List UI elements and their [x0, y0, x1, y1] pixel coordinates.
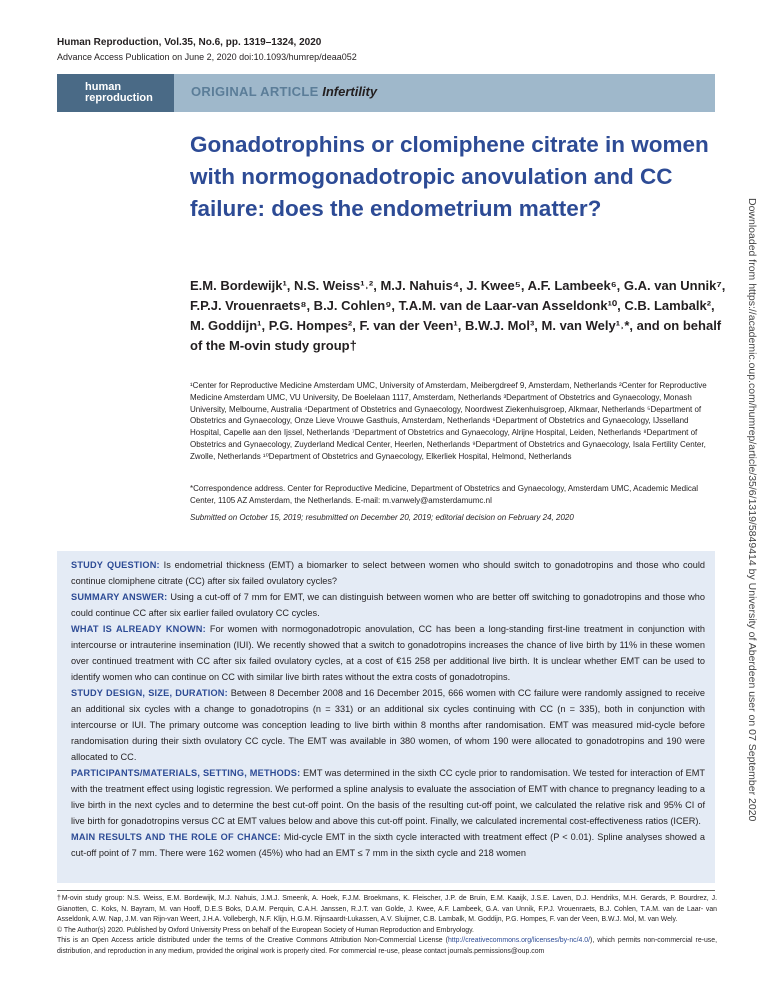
abstract-text: Using a cut-off of 7 mm for EMT, we can distinguish between women who are better off switching to gonadotropins and those who could continue CC after six earlier failed ovulatory CC cycles.: [71, 592, 705, 618]
footnotes: [57, 894, 717, 958]
abstract-text: Between 8 December 2008 and 16 December 2015, 666 women with CC failure were randomly assigned to receive an additional six cycles with a change to gonadotropins (n = 331) or an additional six cycles continuing with CC (n = 335), both in conjunction with intercourse or IUI. The primary outcome was conception leading to live birth within 8 months after randomisation. EMT was measured mid-cycle before randomisation during their sixth ovulatory CC cycle. The EMT was available in 380 women, of whom 190 were allocated to gonadotropins and 190 were allocated to CC.: [71, 688, 705, 762]
abstract-section: [71, 557, 705, 589]
abstract-section: [71, 685, 705, 765]
license-text-start: This is an Open Access article distributed under the terms of the Creative Commons Attribution Non-Commercial License (: [57, 937, 448, 945]
abstract-label: PARTICIPANTS/MATERIALS, SETTING, METHODS:: [71, 768, 301, 778]
study-group-footnote: †M-ovin study group: N.S. Weiss, E.M. Bordewijk, M.J. Nahuis, J.M.J. Smeenk, A. Hoek, F.J.M. Broekmans, K. Fleischer, J.P. de Bruin, E.M. Kaaijk, J.S.E. Laven, D.J. Hendriks, M.H. Gerards, P. Bourdrez, J. Gianotten, C. Koks, N. Bayram, M. van Hooff, D.E.S Boks, D.A.M. Perquin, C.A.H. Janssen, R.J.T. van Golde, J. Kwee, A.F. Lambeek, G.A. van Unnik, F.P.J. Vrouenraets, B.J. Cohlen, T.A.M. van de Laar- van Asseldonk, A.W. Nap, J.M. van Rijn-van Weert, J.H.A. Vollebergh, N.F. Klijn, H.G.M. Rijnsaardt-Lukassen, A.V. Sluijmer, C.B. Lambalk, M. Goddijn, P.G. Hompes, F. van der Veen, B.W.J. Mol, M. van Wely.: [57, 895, 717, 924]
access-doi-line: Advance Access Publication on June 2, 2020 doi:10.1093/humrep/deaa052: [57, 52, 357, 62]
abstract-text: Is endometrial thickness (EMT) a biomarker to select between women who should switch to gonadotropins and those who could continue clomiphene citrate (CC) after six failed ovulatory cycles?: [71, 560, 705, 586]
article-category: [191, 84, 377, 100]
abstract-label: STUDY QUESTION:: [71, 560, 160, 570]
article-title: Gonadotrophins or clomiphene citrate in women with normogonadotropic anovulation and CC failure: does the endometrium matter?: [190, 132, 709, 221]
abstract-section: [71, 765, 705, 829]
abstract-text: EMT was determined in the sixth CC cycle prior to randomisation. We tested for interaction of EMT with the treatment effect using logistic regression. We performed a spline analysis to evaluate the association of EMT with chance to pregnancy leading to a live birth in the next cycles and to determine the best cut-off point. On the basis of the resulting cut-off point, we calculated the relative risk and 95% CI of live birth for gonadotropins versus CC at EMT values below and above this cut-off point. Finally, we calculated incremental cost-effectiveness ratios (ICER).: [71, 768, 705, 826]
logo-line-2: reproduction: [85, 92, 153, 104]
subsection-label: Infertility: [322, 84, 378, 99]
abstract-section: [71, 829, 705, 861]
journal-logo: [57, 74, 174, 112]
copyright-notice: © The Author(s) 2020. Published by Oxford University Press on behalf of the European Society of Human Reproduction and Embryology.: [57, 926, 474, 934]
abstract-text: For women with normogonadotropic anovulation, CC has been a long-standing first-line treatment in conjunction with intercourse or intrauterine insemination (IUI). We recently showed that a switch to gonadotropins increases the chance of live birth by 11% in these women over continued treatment with CC after six failed ovulatory cycles, at a cost of €15 258 per additional live birth. It is unclear whether EMT can be used to identify women who can continue on CC with similar live birth rates without the extra costs of gonadotropins.: [71, 624, 705, 682]
logo-line-1: human: [85, 81, 122, 93]
abstract-section: [71, 621, 705, 685]
abstract-label: WHAT IS ALREADY KNOWN:: [71, 624, 206, 634]
license-text-end: ), which permits non-commercial re-use, distribution, and reproduction in any medium, provided the original work is properly cited. For commercial re-use, please contact journals.permissions@oup.com: [57, 937, 717, 955]
submission-dates: Submitted on October 15, 2019; resubmitted on December 20, 2019; editorial decision on February 24, 2020: [190, 513, 574, 522]
footnote-divider: [57, 890, 715, 891]
affiliations: ¹Center for Reproductive Medicine Amsterdam UMC, University of Amsterdam, Meibergdreef 9, Amsterdam, Netherlands ²Center for Reproductive Medicine Amsterdam UMC, VU University, De Boelelaan 1117, Amsterdam, Netherlands ³Department of Obstetrics and Gynaecology, Monash University, Melbourne, Australia ⁴Department of Obstetrics and Gynaecology, Noordwest Ziekenhuisgroep, Alkmaar, Netherlands ⁵Department of Obstetrics and Gynaecology, Onze Lieve Vrouwe Gasthuis, Amsterdam, Netherlands ⁶Department of Obstetrics and Gynaecology, IJsselland Hospital, Capelle aan den Ijssel, Netherlands ⁷Department of Obstetrics and Gynaecology, Alrijne Hospital, Leiden, Netherlands ⁸Department of Obstetrics and Gynaecology, Zuyderland Medical Center, Heerlen, Netherlands ⁹Department of Obstetrics and Gynaecology, Isala Fertility Center, Zwolle, Netherlands ¹⁰Department of Obstetrics and Gynaecology, Elkerliek Hospital, Helmond, Netherlands: [190, 381, 707, 461]
section-label: ORIGINAL ARTICLE: [191, 84, 319, 99]
correspondence-address: *Correspondence address. Center for Reproductive Medicine, Department of Obstetrics and Gynaecology, Amsterdam UMC, Academic Medical Center, 1105 AZ Amsterdam, the Netherlands. E-mail: m.vanwely@amsterdamumc.nl: [190, 484, 699, 505]
abstract-section: [71, 589, 705, 621]
license-link[interactable]: http://creativecommons.org/licenses/by-nc/4.0/: [447, 937, 591, 945]
license-notice: [57, 936, 717, 957]
abstract-text: Mid-cycle EMT in the sixth cycle interacted with treatment effect (P < 0.01). Spline analyses showed a cut-off point of 7 mm. There were 162 women (45%) who had an EMT ≤ 7 mm in the sixth cycle and 218 women: [71, 832, 705, 858]
author-list: E.M. Bordewijk¹, N.S. Weiss¹˒², M.J. Nahuis⁴, J. Kwee⁵, A.F. Lambeek⁶, G.A. van Unnik⁷, F.P.J. Vrouenraets⁸, B.J. Cohlen⁹, T.A.M. van de Laar-van Asseldonk¹⁰, C.B. Lambalk², M. Goddijn¹, P.G. Hompes², F. van der Veen¹, B.W.J. Mol³, M. van Wely¹˒*, and on behalf of the M-ovin study group†: [190, 278, 726, 353]
journal-citation: Human Reproduction, Vol.35, No.6, pp. 1319–1324, 2020: [57, 37, 322, 48]
structured-abstract: [57, 551, 715, 883]
download-watermark: [744, 198, 764, 918]
abstract-label: STUDY DESIGN, SIZE, DURATION:: [71, 688, 228, 698]
download-watermark-text: Downloaded from https://academic.oup.com/humrep/article/35/6/1319/5849414 by University of Aberdeen user on 07 September 2020: [746, 198, 758, 822]
abstract-label: SUMMARY ANSWER:: [71, 592, 168, 602]
abstract-label: MAIN RESULTS AND THE ROLE OF CHANCE:: [71, 832, 281, 842]
